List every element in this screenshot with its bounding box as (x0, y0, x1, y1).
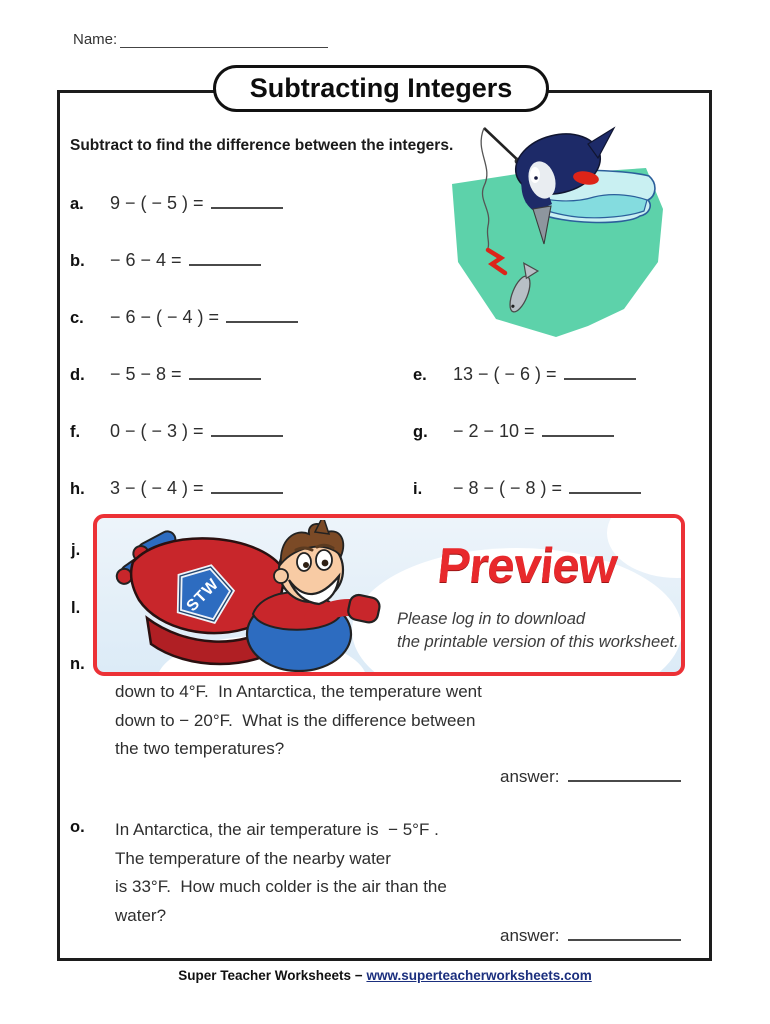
problem-expression: − 6 − ( − 4 ) = (110, 307, 220, 327)
problem-letter: b. (70, 252, 85, 270)
hair-spike (315, 520, 329, 534)
text-line: down to 4°F. In Antarctica, the temperature went (115, 682, 482, 701)
answer-row-o (500, 924, 681, 946)
problem-letter: c. (70, 309, 84, 327)
answer-blank (542, 419, 614, 437)
problem-expression: 13 − ( − 6 ) = (453, 364, 557, 384)
text-line: The temperature of the nearby water (115, 848, 391, 868)
text-line: the two temperatures? (115, 739, 285, 758)
answer-label: answer: (500, 926, 560, 945)
page-title: Subtracting Integers (213, 65, 549, 112)
problem-row-g (413, 419, 614, 443)
problem-expression: 0 − ( − 3 ) = (110, 421, 204, 441)
problem-row-b (70, 248, 261, 272)
footer-brand-text: Super Teacher Worksheets − (178, 968, 363, 983)
pupil (322, 560, 329, 567)
preview-subtitle-line2: the printable version of this worksheet. (397, 633, 679, 651)
answer-blank (568, 924, 681, 941)
text-line: In Antarctica, the air temperature is − 5°F . (115, 820, 439, 839)
text-line: down to − 20°F. What is the difference between (115, 710, 476, 730)
superhero-mascot-illustration (101, 520, 393, 676)
answer-blank (564, 362, 636, 380)
problem-expression: − 6 − 4 = (110, 250, 182, 270)
problem-letter-l: l. (71, 599, 81, 617)
answer-blank (211, 419, 283, 437)
problem-row-c (70, 305, 298, 329)
pupil (303, 562, 309, 568)
penguin-fishing-illustration (438, 112, 672, 348)
ear (274, 569, 288, 583)
problem-expression: − 2 − 10 = (453, 421, 535, 441)
problem-letter-o: o. (70, 818, 85, 836)
answer-blank (189, 362, 261, 380)
preview-subtitle (397, 608, 679, 654)
problem-expression: 9 − ( − 5 ) = (110, 193, 204, 213)
fist (347, 593, 382, 624)
preview-title: Preview (435, 539, 619, 593)
problem-row-e (413, 362, 636, 386)
answer-label: answer: (500, 767, 560, 786)
stw-badge-text: STW (183, 575, 223, 616)
answer-blank (211, 476, 283, 494)
name-label: Name: (73, 31, 118, 48)
word-problem-n-text (115, 678, 482, 764)
answer-blank (568, 765, 681, 782)
problem-letter: h. (70, 480, 85, 498)
problem-letter: d. (70, 366, 85, 384)
eye (297, 553, 311, 571)
preview-banner (93, 514, 685, 676)
problem-row-h (70, 476, 283, 500)
text-line: is 33°F. How much colder is the air than the (115, 877, 447, 896)
problem-letter: e. (413, 366, 427, 384)
problem-letter-n: n. (70, 655, 85, 673)
answer-blank (226, 305, 298, 323)
word-problem-o-text (115, 816, 447, 930)
text-line: water? (115, 905, 167, 925)
problem-expression: − 8 − ( − 8 ) = (453, 478, 563, 498)
answer-blank (569, 476, 641, 494)
problem-letter: a. (70, 195, 84, 213)
problem-expression: − 5 − 8 = (110, 364, 182, 384)
answer-blank (189, 248, 261, 266)
answer-row-n (500, 765, 681, 787)
preview-subtitle-line1: Please log in to download (397, 610, 586, 628)
instruction-text: Subtract to find the difference between the integers. (70, 137, 454, 154)
answer-blank (211, 191, 283, 209)
problem-row-a (70, 191, 283, 215)
footer-website-link[interactable]: www.superteacherworksheets.com (366, 968, 592, 983)
problem-row-i (413, 476, 641, 500)
name-blank-line (120, 47, 328, 48)
problem-letter-j: j. (71, 541, 81, 559)
problem-row-d (70, 362, 261, 386)
footer (0, 968, 770, 983)
problem-expression: 3 − ( − 4 ) = (110, 478, 204, 498)
problem-letter: f. (70, 423, 81, 441)
problem-letter: i. (413, 480, 423, 498)
problem-letter: g. (413, 423, 428, 441)
problem-row-f (70, 419, 283, 443)
